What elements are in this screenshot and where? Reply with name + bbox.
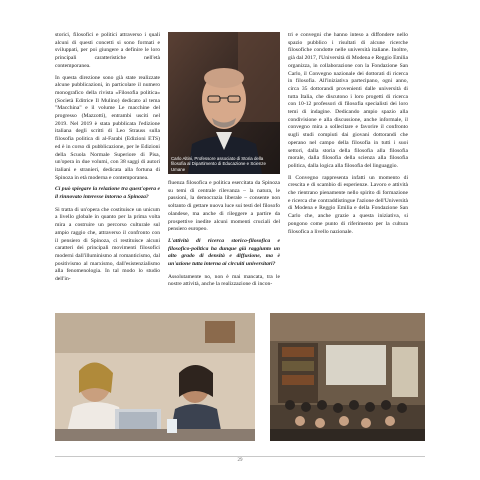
text-column-left [55,32,160,335]
portrait-photo [168,32,280,174]
portrait-illustration [168,32,280,174]
conference-illustration-right [270,313,425,441]
footer-rule [55,456,425,457]
page-number: 29 [237,458,243,463]
paragraph: tri e convegni che hanno inteso a diffondere nello spazio pubblico i risultati di alcune ricerche filosofiche condotte nelle università italiane. Inoltre, già dal 2017, l'Università di Modena e Reggio Emilia organizza, in collaborazione con la Fondazione San Carlo, il Convegno nazionale dei dottorati di ricerca in filosofia. All'iniziativa partecipano, ogni anno, circa 35 dottorandi provenienti dalle università di tutta Italia, che discutono i loro progetti di ricerca con 10-12 professori di filosofia specialisti dei loro temi di indagine. Dedicando ampio spazio alla condivisione e alla discussione, anche informale, il convegno mira a sollecitare e favorire il confronto sugli studi compiuti dai giovani dottorandi che operano nel campo della filosofia in tutti i suoi settori, dalla storia della filosofia alla filosofia morale, dalla filosofia della scienza alla filosofia politica, dalla logica alla filosofia del linguaggio. [288,32,408,169]
paragraph: Si tratta di un'opera che costituisce un unicum a livello globale in quanto per la prima volta mira a costruire un percorso culturale sul ampio raggio che, attraverso il confronto con il pensiero di Spinoza, ci restituisce alcuni caratteri dei principali movimenti filosofici moderni dall'illuminismo al romanticismo, dal positivismo al marxismo, dall'esistenzialismo alla fenomenologia. In tal modo lo studio dell'in- [55,206,160,283]
text-column-middle [168,180,280,298]
conference-photo-right [270,313,425,441]
paragraph: storici, filosofici e politici attraverso i quali alcuni di questi concetti si sono formati e sviluppati, per poi giungere a definire le loro principali caratteristiche nell'età contemporanea. [55,32,160,69]
interview-question: L'attività di ricerca storico-filosofica e filosofico-politica ha dunque già raggiunto un alto grado di densità e diffusione, ma è un'azione tutta interna ai circuiti universitari? [168,237,280,268]
portrait-caption: Carlo Altini, Professore associato di Storia della filosofia al Dipartimento di Educazione e Scienze Umane [171,155,266,172]
interview-question: Ci può spiegare la relazione tra quest'opera e il rinnovato interesse intorno a Spinoza? [55,186,160,201]
paragraph: In questa direzione sono già state realizzate alcune pubblicazioni, in particolare il numero monografico della rivista «Filosofia politica» (Società Editrice Il Mulino) dedicato al tema "Macchina" e il volume Le macchine del progresso (Mazzotti), entrambi usciti nel 2019. Nel 2019 è stata pubblicata l'edizione italiana degli scritti di Leo Strauss sulla filosofia politica di al-Farabi (Edizioni ETS) ed è in corso di pubblicazione, per le Edizioni della Scuola Normale Superiore di Pisa, un'opera in due volumi, con 38 saggi di autori italiani e stranieri, dedicata alla fortuna di Spinoza in età moderna e contemporanea. [55,74,160,181]
paragraph: Il Convegno rappresenta infatti un momento di crescita e di scambio di esperienze. Lavoro e attività che rientrano pienamente nello spirito di formazione e ricerca che contraddistingue l'azione dell'Università di Modena e Reggio Emilia e della Fondazione San Carlo che, anche grazie a questa iniziativa, si pongono come punto di riferimento per la cultura filosofica a livello nazionale. [288,174,408,235]
text-column-right [288,32,408,300]
conference-illustration-left [55,313,255,441]
conference-photo-left [55,313,255,441]
paragraph: Assolutamente no, non è mai mancata, tra le nostre attività, anche la realizzazione di incon- [168,273,280,288]
paragraph: fluenza filosofica e politica esercitata da Spinoza su temi di centrale rilevanza – la natura, le passioni, la democrazia liberale – consente non soltanto di gettare nuova luce sui testi del filosofo olandese, ma anche di rileggere a partire da prospettive inedite alcuni momenti cruciali del pensiero europeo. [168,180,280,233]
